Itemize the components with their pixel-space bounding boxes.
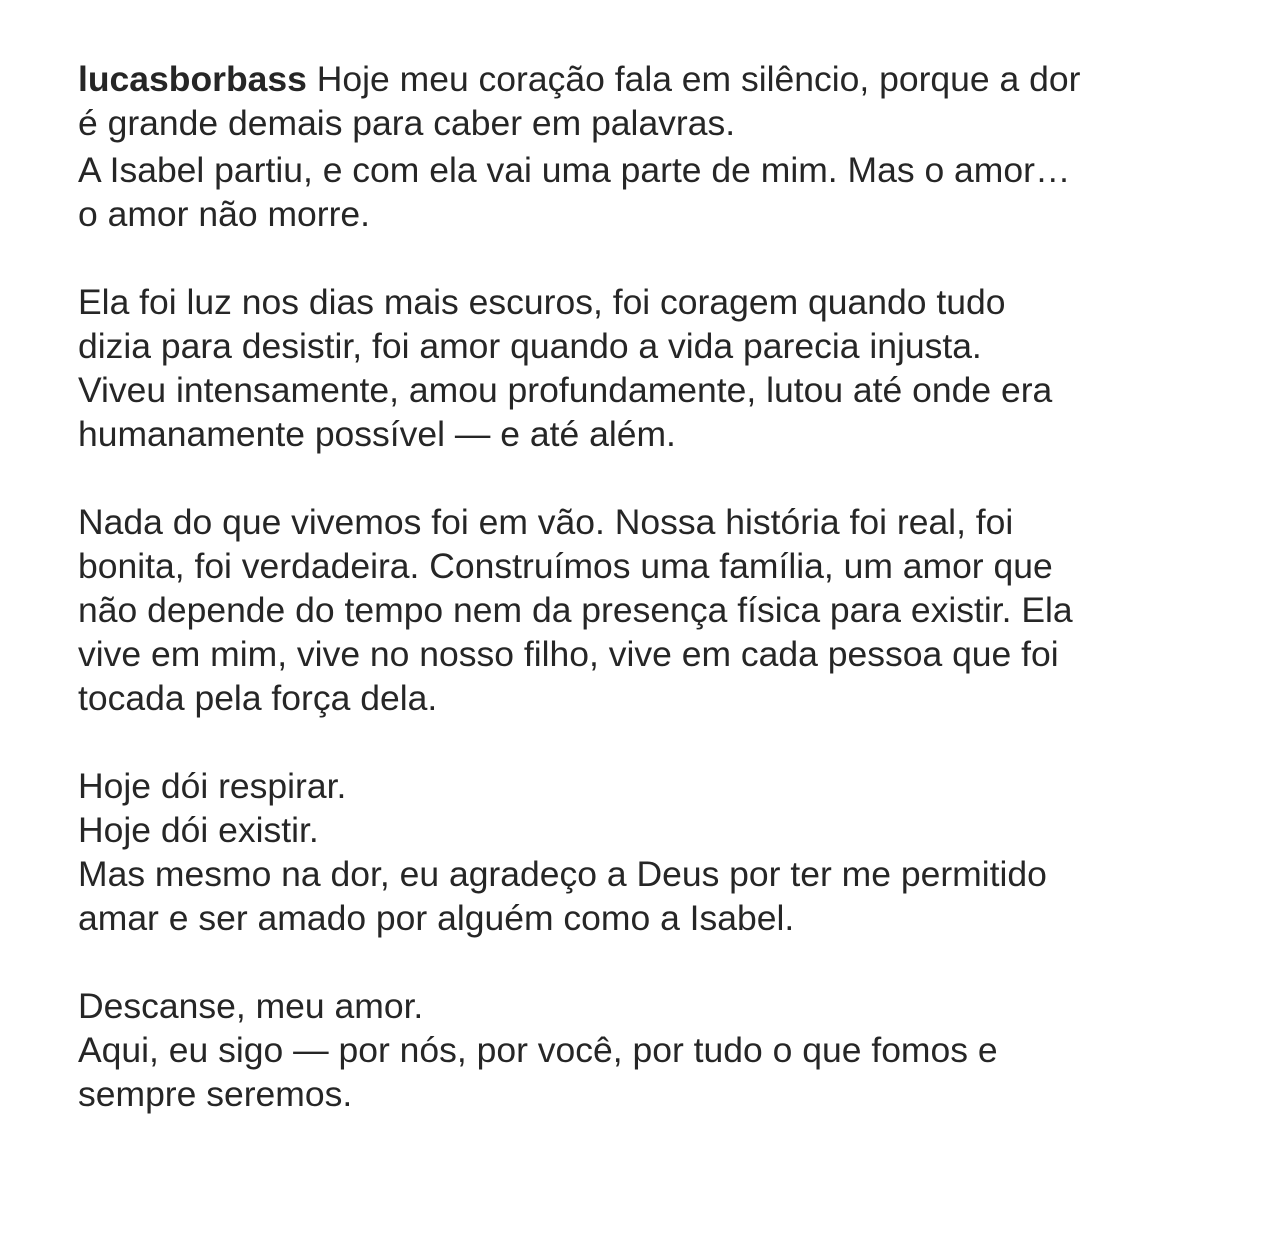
caption-line: Hoje dói existir. bbox=[78, 810, 319, 850]
caption-line: Viveu intensamente, amou profundamente, lutou até onde era bbox=[78, 370, 1053, 410]
caption-line: sempre seremos. bbox=[78, 1074, 353, 1114]
caption-paragraph-4 bbox=[78, 500, 1198, 720]
caption-line: A Isabel partiu, e com ela vai uma parte de mim. Mas o amor… bbox=[78, 150, 1071, 190]
caption-line: bonita, foi verdadeira. Construímos uma família, um amor que bbox=[78, 546, 1053, 586]
caption-paragraph-5 bbox=[78, 764, 1198, 940]
caption-line: é grande demais para caber em palavras. bbox=[78, 103, 736, 143]
caption-line: não depende do tempo nem da presença física para existir. Ela bbox=[78, 590, 1073, 630]
caption-line: tocada pela força dela. bbox=[78, 678, 438, 718]
caption-paragraph-3 bbox=[78, 280, 1198, 456]
post-caption bbox=[78, 57, 1198, 1116]
username-link[interactable]: lucasborbass bbox=[78, 59, 307, 99]
caption-line: dizia para desistir, foi amor quando a vida parecia injusta. bbox=[78, 326, 982, 366]
caption-line bbox=[78, 57, 1198, 101]
caption-line: Hoje dói respirar. bbox=[78, 766, 347, 806]
caption-line: o amor não morre. bbox=[78, 194, 371, 234]
caption-line: Mas mesmo na dor, eu agradeço a Deus por ter me permitido bbox=[78, 854, 1047, 894]
caption-line: Descanse, meu amor. bbox=[78, 986, 424, 1026]
caption-paragraph-1 bbox=[78, 57, 1198, 145]
caption-line: Aqui, eu sigo — por nós, por você, por tudo o que fomos e bbox=[78, 1030, 998, 1070]
caption-line: Ela foi luz nos dias mais escuros, foi coragem quando tudo bbox=[78, 282, 1006, 322]
caption-line: amar e ser amado por alguém como a Isabel. bbox=[78, 898, 795, 938]
caption-text: Hoje meu coração fala em silêncio, porque a dor bbox=[306, 59, 1081, 99]
caption-paragraph-6 bbox=[78, 984, 1198, 1116]
caption-paragraph-2 bbox=[78, 148, 1198, 236]
caption-line: Nada do que vivemos foi em vão. Nossa história foi real, foi bbox=[78, 502, 1014, 542]
caption-line: vive em mim, vive no nosso filho, vive em cada pessoa que foi bbox=[78, 634, 1059, 674]
caption-line: humanamente possível — e até além. bbox=[78, 414, 676, 454]
